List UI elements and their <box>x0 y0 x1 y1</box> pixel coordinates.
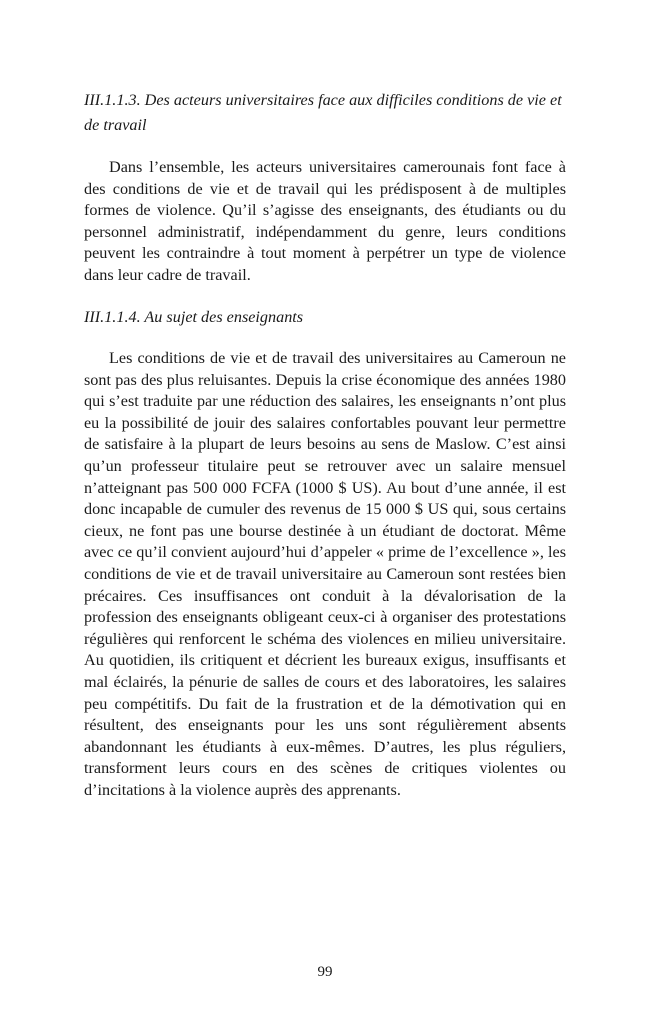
page-number: 99 <box>317 964 333 980</box>
section-paragraph-4: Les conditions de vie et de travail des universitaires au Cameroun ne sont pas des plus reluisantes. Depuis la crise économique des années 1980 qui s’est traduite par une réduction des salaires, les enseignants n’ont plus eu la possibilité de jouir des salaires confortables pouvant leur permettre de satisfaire à la plupart de leurs besoins au sens de Maslow. C’est ainsi qu’un professeur titulaire peut se retrouver avec un salaire mensuel n’atteignant pas 500 000 FCFA (1000 $ US). Au bout d’une année, il est donc incapable de cumuler des revenus de 15 000 $ US qui, sous certains cieux, ne font pas une bourse destinée à un étudiant de doctorat. Même avec ce qu’il convient aujourd’hui d’appeler « prime de l’excellence », les conditions de vie et de travail universitaire au Cameroun sont restées bien précaires. Ces insuffisances ont conduit à la dévalorisation de la profession des enseignants obligeant ceux-ci à organiser des protestations régulières qui renforcent le schéma des violences en milieu universitaire. Au quotidien, ils critiquent et décrient les bureaux exigus, insuffisants et mal éclairés, la pénurie de salles de cours et des laboratoires, les salaires peu compétitifs. Du fait de la frustration et de la démotivation qui en résultent, des enseignants pour les uns sont régulièrement absents abandonnant les étudiants à eux-mêmes. D’autres, les plus réguliers, transforment leurs cours en des scènes de critiques violentes ou d’incitations à la violence auprès des apprenants. <box>84 349 566 799</box>
section-heading-4: III.1.1.4. Au sujet des enseignants <box>84 307 304 326</box>
section-heading-3: III.1.1.3. Des acteurs universitaires face aux difficiles conditions de vie et de travail <box>84 91 562 134</box>
section-paragraph-3: Dans l’ensemble, les acteurs universitaires camerounais font face à des conditions de vie et de travail qui les prédisposent à de multiples formes de violence. Qu’il s’agisse des enseignants, des étudiants ou du personnel administratif, indépendamment du genre, leurs conditions peuvent les contraindre à tout moment à perpétrer un type de violence dans leur cadre de travail. <box>84 158 566 284</box>
page-body <box>84 88 566 802</box>
